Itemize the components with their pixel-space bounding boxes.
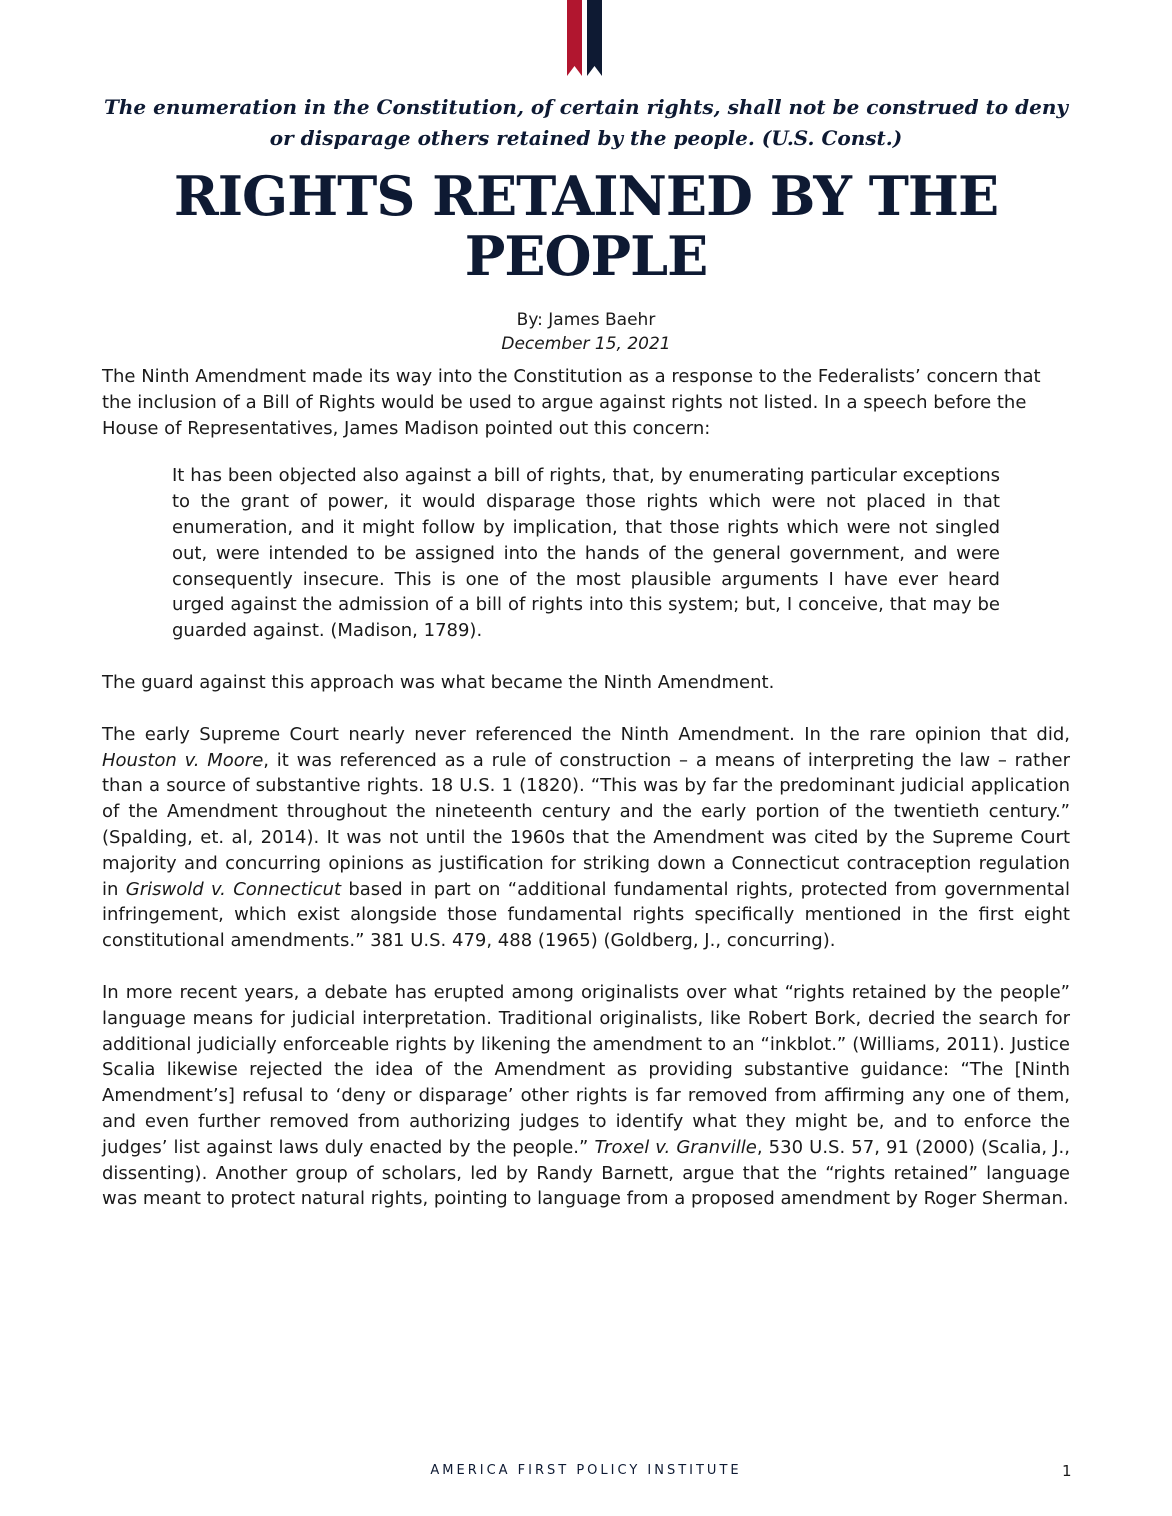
page-number: 1	[1062, 1462, 1072, 1480]
paragraph-recent-debate: In more recent years, a debate has erupted among originalists over what “rights retained by the people” language means for judicial interpretation. Traditional originalists, like Robert Bork, decried the search for additional judicially enforceable rights by likening the amendment to an “inkblot.” (Williams, 2011). Justice Scalia likewise rejected the idea of the Amendment as providing substantive guidance: “The [Ninth Amendment’s] refusal to ‘deny or disparage’ other rights is far removed from affirming any one of them, and even further removed from authorizing judges to identify what they might be, and to enforce the judges’ list against laws duly enacted by the people.” Troxel v. Granville, 530 U.S. 57, 91 (2000) (Scalia, J., dissenting). Another group of scholars, led by Randy Barnett, argue that the “rights retained” language was meant to protect natural rights, pointing to language from a proposed amendment by Roger Sherman.	[102, 981, 1070, 1210]
article-body	[102, 364, 1070, 1238]
paragraph-early-court: The early Supreme Court nearly never referenced the Ninth Amendment. In the rare opinion that did, Houston v. Moore, it was referenced as a rule of construction – a means of interpreting the law – rather than a source of substantive rights. 18 U.S. 1 (1820). “This was by far the predominant judicial application of the Amendment throughout the nineteenth century and the early portion of the twentieth century.” (Spalding, et. al, 2014). It was not until the 1960s that the Amendment was cited by the Supreme Court majority and concurring opinions as justification for striking down a Connecticut contraception regulation in Griswold v. Connecticut based in part on “additional fundamental rights, protected from governmental infringement, which exist alongside those fundamental rights specifically mentioned in the first eight constitutional amendments.” 381 U.S. 479, 488 (1965) (Goldberg, J., concurring).	[102, 723, 1070, 952]
epigraph-quote: The enumeration in the Constitution, of certain rights, shall not be construed to deny or disparage others retained by the people. (U.S. Const.)	[104, 95, 1068, 150]
ribbon-logo-icon	[567, 0, 603, 78]
case-citation: Houston v. Moore	[102, 749, 264, 771]
footer-organization: AMERICA FIRST POLICY INSTITUTE	[430, 1463, 742, 1478]
case-citation: Troxel v. Granville	[594, 1136, 757, 1158]
author-byline: By: James Baehr	[516, 310, 656, 330]
paragraph-intro: The Ninth Amendment made its way into the Constitution as a response to the Federalists’ concern that the inclusion of a Bill of Rights would be used to argue against rights not listed. In a speech before the House of Representatives, James Madison pointed out this concern:	[102, 366, 1041, 439]
paragraph-guard: The guard against this approach was what became the Ninth Amendment.	[102, 671, 775, 693]
page-title: RIGHTS RETAINED BY THE PEOPLE	[173, 164, 999, 288]
publication-date: December 15, 2021	[501, 334, 671, 354]
madison-block-quote: It has been objected also against a bill of rights, that, by enumerating particular exceptions to the grant of power, it would disparage those rights which were not placed in that enumeration, and it might follow by implication, that those rights which were not singled out, were intended to be assigned into the hands of the general government, and were consequently insecure. This is one of the most plausible arguments I have ever heard urged against the admission of a bill of rights into this system; but, I conceive, that may be guarded against. (Madison, 1789).	[172, 465, 1000, 642]
case-citation: Griswold v. Connecticut	[125, 878, 342, 900]
